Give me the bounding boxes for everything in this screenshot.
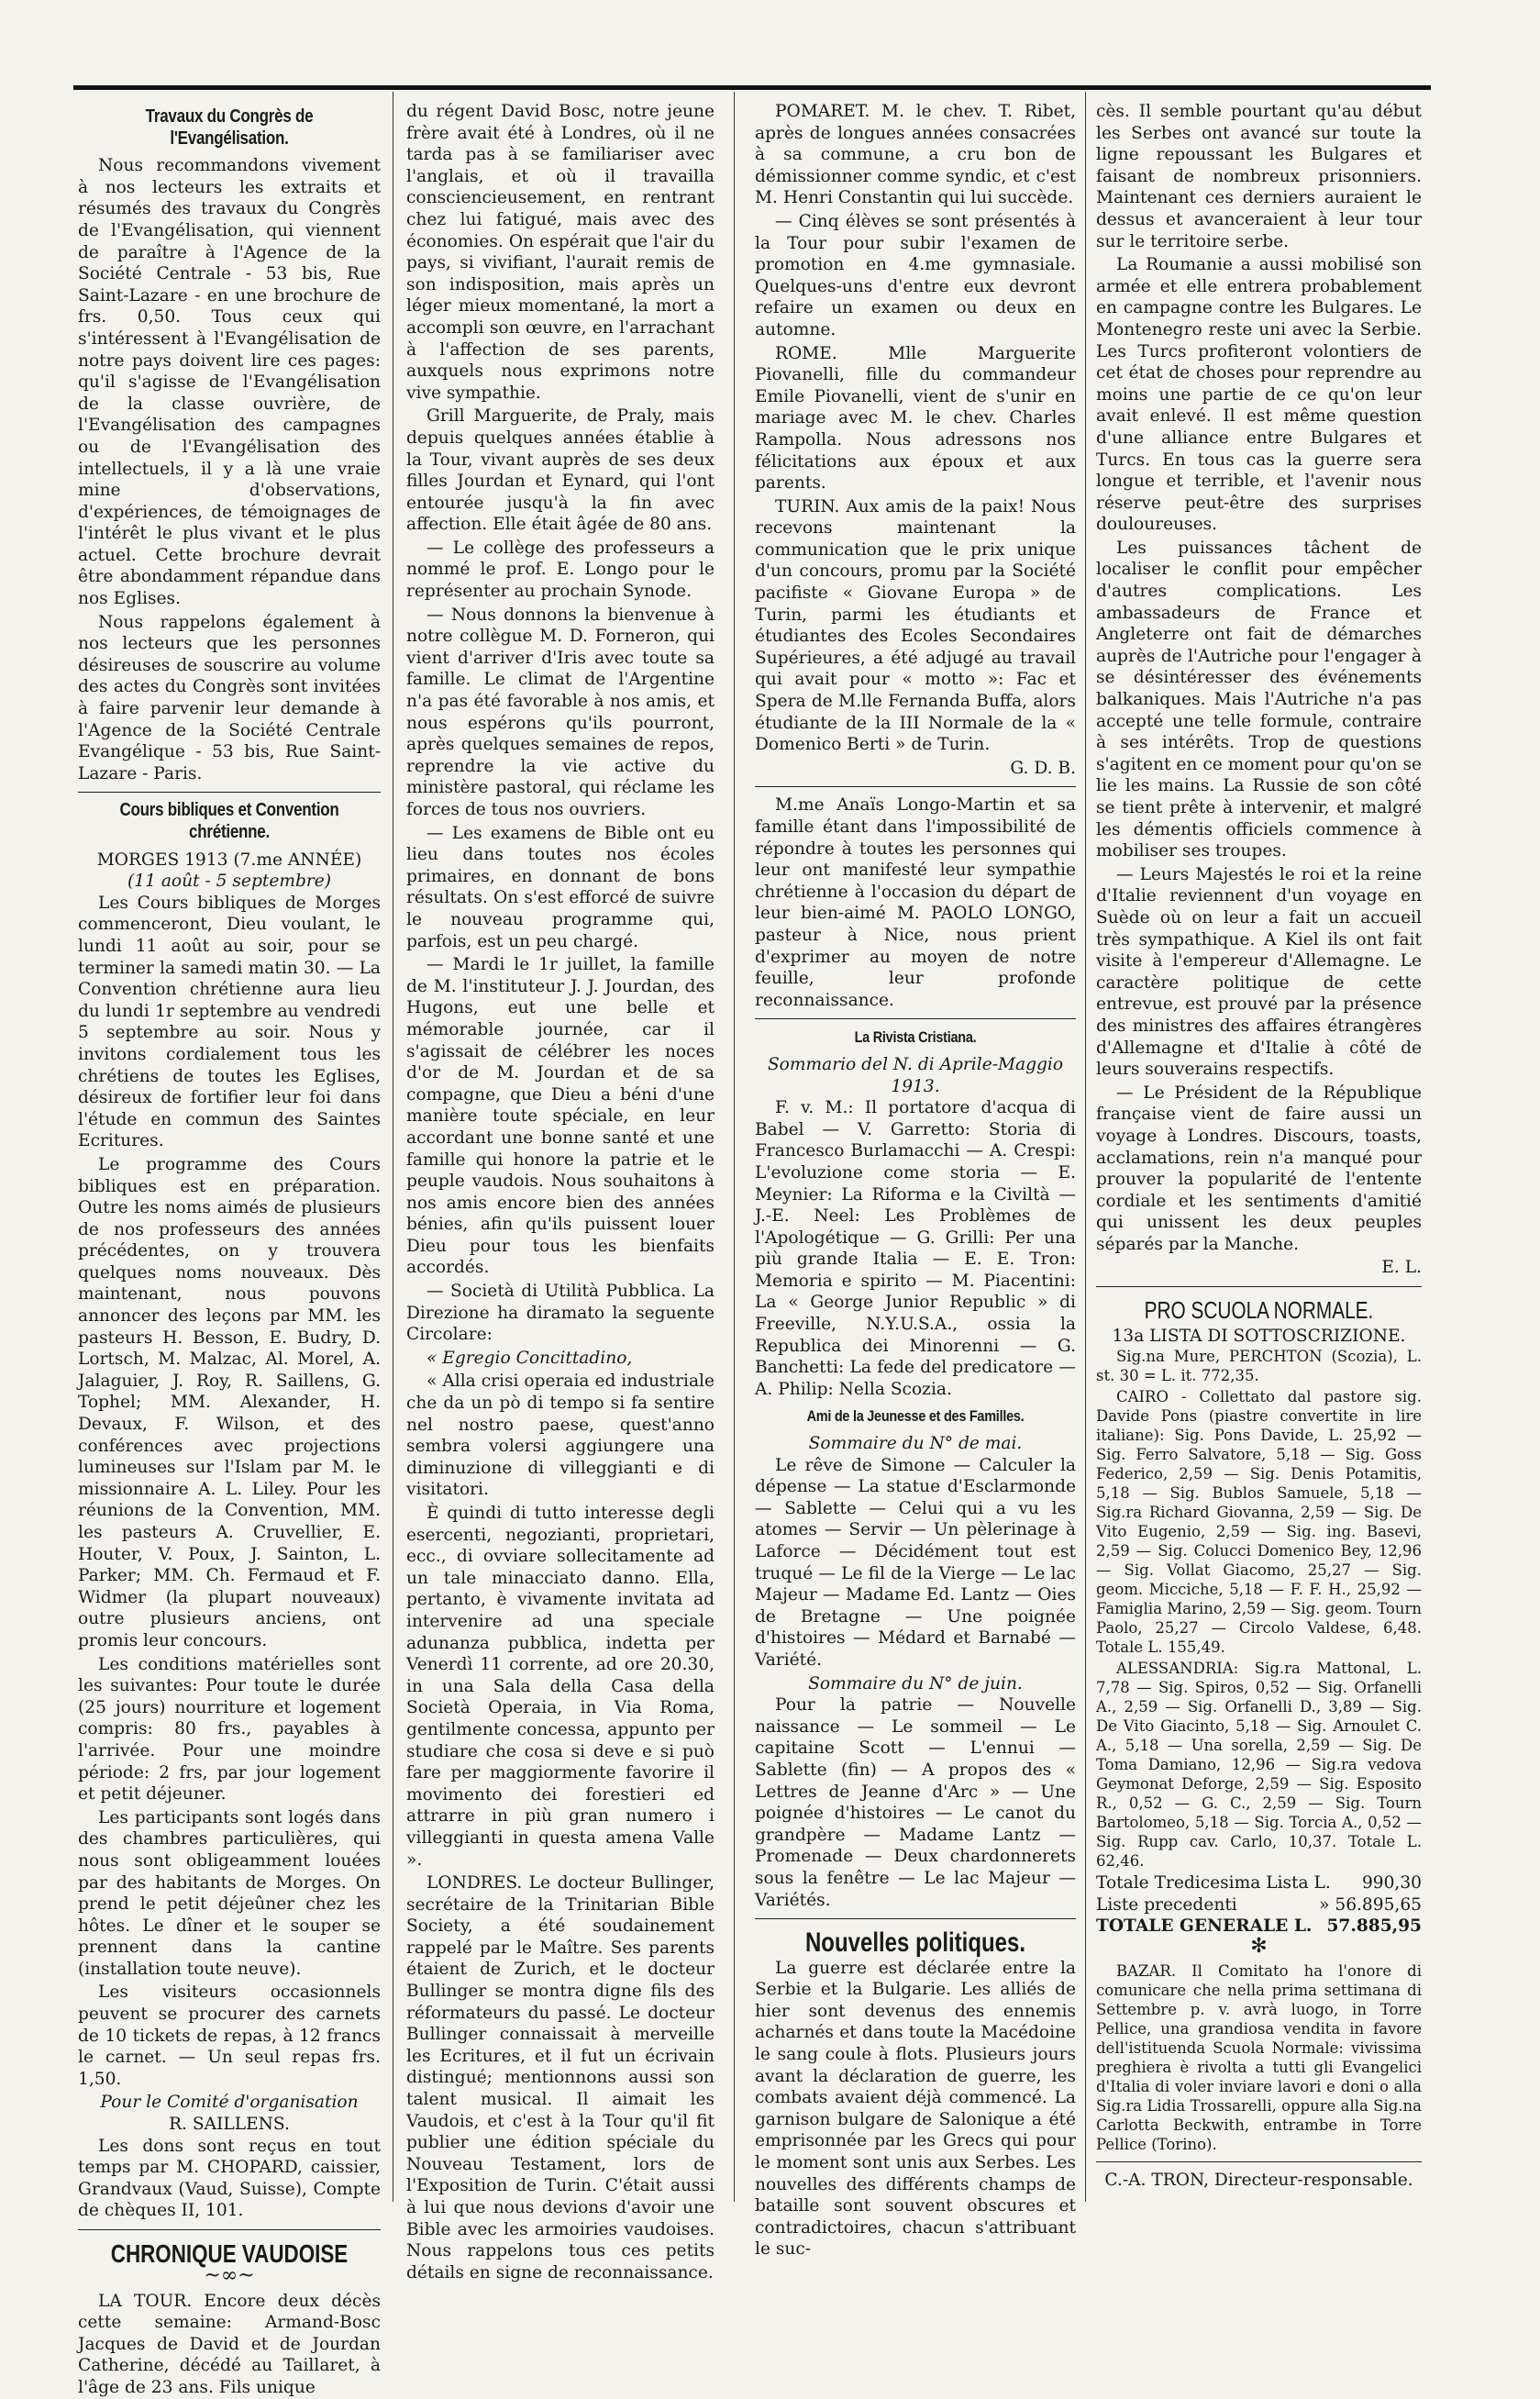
paragraph: Sig.na Mure, PERCHTON (Scozia), L. st. 30 = L. it. 772,35. [1096, 1348, 1422, 1385]
heading-ami-jeunesse: Ami de la Jeunesse et des Familles. [806, 1407, 1025, 1426]
subheading: Sommaire du N° de mai. [808, 1434, 1023, 1454]
total-value: 990,30 [1361, 1873, 1422, 1894]
heading-rivista-cristiana: La Rivista Cristiana. [854, 1028, 977, 1047]
paragraph: Les Cours bibliques de Morges commenceront, Dieu voulant, le lundi 11 août au soir, pour se terminer la samedi matin 30. — La Convention chrétienne aura lieu du lundi 1r septembre au vendredi 5 septembre au soir. Nous y invitons cordialement tous les chrétiens de toutes les Eglises, désireux de fortifier leur foi dans l'étude en commun des Saintes Ecritures. [78, 893, 381, 1151]
divider [755, 1918, 1076, 1919]
column-2 [406, 101, 715, 2282]
divider [1096, 2161, 1422, 2162]
paragraph: È quindi di tutto interesse degli esercenti, negozianti, proprietari, ecc., di ovviare sollecitamente ad un tale minacciato danno. Ella, pertanto, è vivamente invitata ad intervenire ad una speciale adunanza pubblica, indetta per Venerdì 11 corrente, ad ore 20.30, in una Sala della Casa della Società Operaia, in Via Roma, gentilmente concessa, appunto per studiare che cosa si deve e si può fare per maggiormente favorire il movimento dei forestieri ed attrarre in più gran numero i villeggianti in questa amena Valle ». [406, 1504, 715, 1870]
signature: G. D. B. [1010, 758, 1076, 778]
paragraph: Les participants sont logés dans des chambres particulières, qui nous sont obligeamment louées par des habitants de Morges. On prend le petit déjeûner chez les hôtes. Le dîner et le souper se prennent dans la cantine (installation toute neuve). [78, 1807, 381, 1979]
signature: E. L. [1381, 1258, 1422, 1278]
total-row [1096, 1894, 1422, 1916]
paragraph: Nous rappelons également à nos lecteurs que les personnes désireuses de souscrire au volume des actes du Congrès sont invitées à faire parvenir leur demande à l'Agence de la Société Centrale Evangélique - 53 bis, Rue Saint-Lazare - Paris. [78, 612, 381, 783]
divider [755, 786, 1076, 787]
divider [78, 2229, 381, 2230]
paragraph: — Le Président de la République française vient de faire aussi un voyage à Londres. Discours, toasts, acclamations, rein n'a manqué pour prouver la popularité de l'entente cordiale et les sentiments d'amitié qui unissent les deux peuples séparés par la Manche. [1096, 1083, 1422, 1254]
paragraph: CAIRO - Collettato dal pastore sig. Davide Pons (piastre convertite in lire italiane): Sig. Pons Davide, L. 25,92 — Sig. Ferro Salvatore, 5,18 — Sig. Goss Federico, 2,59 — Sig. Denis Potamitis, 5,18 — Sig. Bublos Samuele, 5,18 — Sig.ra Richard Giovanna, 2,59 — Sig. De Vito Eugenio, 2,59 — Sig. ing. Basevi, 2,59 — Sig. Colucci Domenico Bey, 12,96 — Sig. Vollat Giacomo, 25,27 — Sig. geom. Micciche, 5,18 — F. F. H., 25,92 — Famiglia Marino, 2,59 — Sig. geom. Tourn Paolo, 25,27 — Circolo Valdese, 6,48. Totale L. 155,49. [1096, 1388, 1422, 1657]
total-row [1096, 1872, 1422, 1894]
heading-congres: Travaux du Congrès de l'Evangélisation. [145, 106, 314, 149]
footer-signature: C.-A. TRON, Directeur-responsable. [1104, 2171, 1413, 2191]
paragraph: TURIN. Aux amis de la paix! Nous recevons maintenant la communication que le prix unique d'un concours, promu par la Société pacifiste « Giovane Europa » de Turin, parmi les étudiants et étudiantes des Ecoles Secondaires Supérieures, a été adjugé au travail qui avait pour « motto »: Fac et Spera de M.lle Fernanda Buffa, alors étudiante de la III Normale de la « Domenico Berti » de Turin. [755, 496, 1076, 755]
heading-pro-scuola-normale: PRO SCUOLA NORMALE. [1144, 1296, 1374, 1325]
paragraph: — Mardi le 1r juillet, la famille de M. l'instituteur J. J. Jourdan, des Hugons, eut une belle et mémorable journée, car il s'agissait de célébrer les noces d'or de M. Jourdan et de sa compagne, que Dieu a béni d'une manière toute spéciale, en leur accordant une bonne santé et une famille qui honore la patrie et le peuple vaudois. Nous souhaitons à nos amis encore bien des années bénies, afin qu'ils puissent louer Dieu pour tous les bienfaits accordés. [406, 955, 715, 1278]
paragraph: Le rêve de Simone — Calculer la dépense — La statue d'Esclarmonde — Sablette — Celui qui a vu les atomes — Servir — Un pèlerinage à Laforce — Décidément tout est truqué — Le fil de la Vierge — Le lac Majeur — Madame Ed. Lantz — Oies de Bretagne — Une poignée d'histoires — Médard et Barnabé — Variété. [755, 1455, 1076, 1670]
paragraph: Pour la patrie — Nouvelle naissance — Le sommeil — Le capitaine Scott — L'ennui — Sablette (fin) — A propos des « Lettres de Jeanne d'Arc » — Une poignée d'histoires — Le canot du grandpère — Madame Lantz — Promenade — Deux chardonnerets sous la fenêtre — Le lac Majeur — Variétés. [755, 1695, 1076, 1910]
ornament: ~∞~ [204, 2263, 255, 2287]
subheading: Sommaire du N° de juin. [808, 1673, 1023, 1694]
top-rule [73, 85, 1431, 90]
heading-nouvelles-politiques: Nouvelles politiques. [804, 1927, 1026, 1959]
total-value: » 56.895,65 [1319, 1894, 1422, 1915]
total-label: Totale Tredicesima Lista L. [1096, 1873, 1331, 1894]
paragraph: BAZAR. Il Comitato ha l'onore di comunicare che nella prima settimana di Settembre p. v. avrà luogo, in Torre Pellice, una grandiosa vendita in favore dell'istituenda Scuola Normale: vivissima preghiera è rivolta a tutti gli Evangelici d'Italia di voler inviare lavori e doni o alla Sig.ra Lidia Trossarelli, oppure alla Sig.na Carlotta Beckwith, entrambe in Torre Pellice (Torino). [1096, 1962, 1422, 2154]
subheading: 13a LISTA DI SOTTOSCRIZIONE. [1112, 1326, 1406, 1346]
paragraph: — Cinq élèves se sont présentés à la Tour pour subir l'examen de promotion en 4.me gymnasiale. Quelques-uns d'entre eux devront refaire un examen ou deux en automne. [755, 211, 1076, 339]
subheading-dates: (11 août - 5 septembre) [127, 872, 331, 892]
paragraph: La Roumanie a aussi mobilisé son armée et elle entrera probablement en campagne contre les Bulgares. Le Montenegro reste uni avec la Serbie. Les Turcs profiteront volontiers de cet état de choses pour reprendre au moins une partie de ce qu'on leur avait enlevé. Il est même question d'une alliance entre Bulgares et Turcs. En tous cas la guerre sera longue et terrible, et l'avenir nous réserve peut-être des surprises douloureuses. [1096, 255, 1422, 535]
paragraph: — Nous donnons la bienvenue à notre collègue M. D. Forneron, qui vient d'arriver d'Iris avec toute sa famille. Le climat de l'Argentine n'a pas été favorable à nos amis, et nous espérons qu'ils pourront, après quelques semaines de repos, reprendre la vie active du ministère pastoral, qui réclame les forces de tous nos ouvriers. [406, 605, 715, 819]
paragraph: — Les examens de Bible ont eu lieu dans toutes nos écoles primaires, en donnant de bons résultats. On s'est efforcé de suivre le nouveau programme qui, parfois, est un peu chargé. [406, 823, 715, 951]
paragraph: ALESSANDRIA: Sig.ra Mattonal, L. 7,78 — Sig. Spiros, 0,52 — Sig. Orfanelli A., 2,59 — Sig. Orfanelli D., 3,89 — Sig. De Vito Giacinto, 5,18 — Sig. Arnoulet C. A., 5,18 — Una sorella, 2,59 — Sig. De Toma Damiano, 12,96 — Sig.ra vedova Geymonat Deforge, 2,59 — Sig. Esposito R., 0,52 — G. C., 2,59 — Sig. Tourn Bartolomeo, 5,18 — Sig. Torcia A., 0,52 — Sig. Rupp cav. Carlo, 10,37. Totale L. 62,46. [1096, 1660, 1422, 1871]
paragraph: M.me Anaïs Longo-Martin et sa famille étant dans l'impossibilité de répondre à toutes les personnes qui leur ont manifesté leur sympathie chrétienne à l'occasion du départ de leur bien-aimé M. PAOLO LONGO, pasteur à Nice, nous prient d'exprimer au moyen de notre feuille, leur profonde reconnaissance. [755, 795, 1076, 1010]
paragraph: — Le collège des professeurs a nommé le prof. E. Longo pour le représenter au prochain Synode. [406, 538, 715, 602]
signature-line: Pour le Comité d'organisation [100, 2093, 359, 2113]
paragraph: F. v. M.: Il portatore d'acqua di Babel — V. Garretto: Storia di Francesco Burlamacchi — A. Crespi: L'evoluzione come storia — E. Meynier: La Riforma e la Civiltà — J.-E. Neel: Les Problèmes de l'Apologétique — G. Grilli: Per una più grande Italia — E. E. Tron: Memoria e spirito — M. Piacentini: La « George Junior Republic » di Freeville, N.Y.U.S.A., ossia la Republica dei Minorenni — G. Banchetti: La fede del predicatore — A. Philip: Nella Scozia. [755, 1098, 1076, 1399]
paragraph: Les puissances tâchent de localiser le conflit pour empêcher d'autres complications. Les ambassadeurs de France et Angleterre ont fait de démarches auprès de l'Autriche pour l'engager à se désintéresser des événements balkaniques. Mais l'Autriche n'a pas accepté une telle formule, contraire à ses intérêts. Trop de questions s'agitent en ce moment pour qu'on se lie les mains. La Russie de son côté se tient prête à intervenir, et malgré les démentis officiels commence à mobiliser ses troupes. [1096, 538, 1422, 861]
total-value: 57.885,95 [1326, 1916, 1422, 1937]
paragraph: Le programme des Cours bibliques est en préparation. Outre les noms aimés de plusieurs de nos professeurs des années précédentes, on y trouvera quelques noms nouveaux. Dès maintenant, nous pouvons annoncer des leçons par MM. les pasteurs H. Besson, E. Budry, D. Lortsch, M. Malzac, Al. Morel, A. Jalaguier, J. Roy, R. Saillens, G. Tophel; MM. Alexander, H. Devaux, F. Wilson, et des conférences avec projections lumineuses sur l'Islam par M. le missionnaire A. L. Liley. Pour les réunions de la Convention, MM. les pasteurs A. Cruvellier, E. Houter, V. Poux, J. Sainton, L. Parker; MM. Ch. Fermaud et F. Widmer (la plupart nouveaux) outre plusieurs anciens, ont promis leur concours. [78, 1154, 381, 1650]
paragraph: cès. Il semble pourtant qu'au début les Serbes ont avancé sur toute la ligne repoussant les Bulgares et faisant de nombreux prisonniers. Maintenant ces derniers auraient le dessus et avanceraient à leur tour sur le territoire serbe. [1096, 102, 1422, 251]
subheading: MORGES 1913 (7.me ANNÉE) [96, 850, 362, 870]
subheading: Sommario del N. di Aprile-Maggio 1913. [767, 1054, 1064, 1096]
ornament: ✻ [1250, 1935, 1268, 1959]
paragraph: ROME. Mlle Marguerite Piovanelli, fille du commandeur Emile Piovanelli, vient de s'unir en mariage avec M. le chev. Charles Rampolla. Nous adressons nos félicitations aux époux et aux parents. [755, 343, 1076, 494]
column-divider [1085, 92, 1086, 2202]
total-label: Liste precedenti [1096, 1894, 1237, 1915]
paragraph: « Egregio Concittadino, [427, 1348, 633, 1368]
divider [755, 1018, 1076, 1019]
divider [78, 792, 381, 793]
divider [1096, 1286, 1422, 1287]
signature-name: R. SAILLENS. [169, 2115, 290, 2135]
paragraph: La guerre est déclarée entre la Serbie et la Bulgarie. Les alliés de hier sont devenus des ennemis acharnés et dans toute la Macédoine le sang coule à flots. Plusieurs jours avant la déclaration de guerre, les combats avaient déjà commencé. La garnison bulgare de Salonique a été emprisonnée par les Grecs qui pour le moment sont unis aux Serbes. Les nouvelles des différents champs de bataille sont souvent obscures et contradictoires, chacun s'attribuant le suc- [755, 1958, 1076, 2260]
paragraph: du régent David Bosc, notre jeune frère avait été à Londres, où il ne tarda pas à se familiariser avec l'anglais, et où il travailla consciencieusement, en rentrant chez lui fatigué, mais avec des économies. On espérait que l'air du pays, si vivifiant, l'aurait remis de son indisposition, mais après un léger mieux momentané, la mort a accompli son œuvre, en l'arrachant à l'affection de ses parents, auxquels nous exprimons notre vive sympathie. [406, 102, 715, 403]
paragraph: Nous recommandons vivement à nos lecteurs les extraits et résumés des travaux du Congrès de l'Evangélisation, qui viennent de paraître à l'Agence de la Société Centrale - 53 bis, Rue Saint-Lazare - en une brochure de frs. 0,50. Tous ceux qui s'intéressent à l'Evangélisation de notre pays doivent lire ces pages: qu'il s'agisse de l'Evangélisation de la classe ouvrière, de l'Evangélisation des campagnes ou de l'Evangélisation des intellectuels, il y a là une vraie mine d'observations, d'expériences, de témoignages de l'intérêt le plus vivant et le plus actuel. Cette brochure devrait être abondamment répandue dans nos Eglises. [78, 156, 381, 609]
paragraph: « Alla crisi operaia ed industriale che da un pò di tempo si fa sentire nel nostro paese, quest'anno sembra volersi aggiungere una diminuzione di villeggianti e di visitatori. [406, 1372, 715, 1500]
paragraph: LONDRES. Le docteur Bullinger, secrétaire de la Trinitarian Bible Society, a été soudainement rappelé par le Maître. Ses parents étaient de Zurich, et le docteur Bullinger se montra digne fils des réformateurs du passé. Le docteur Bullinger connaissait à merveille les Ecritures, et il fut un écrivain distingué; mentionnons aussi son talent musical. Il aimait les Vaudois, et c'est à la Tour qu'il fit publier une édition spéciale du Nouveau Testament, lors de l'Exposition de Turin. C'était aussi à lui que nous devions d'avoir une Bible avec les armoiries vaudoises. Nous rappelons tous ces petits détails en signe de reconnaissance. [406, 1873, 715, 2282]
paragraph: Les dons sont reçus en tout temps par M. CHOPARD, caissier, Grandvaux (Vaud, Suisse), Compte de chèques II, 101. [78, 2136, 381, 2221]
column-1 [78, 101, 381, 2397]
paragraph: Grill Marguerite, de Praly, mais depuis quelques années établie à la Tour, vivant auprès de ses deux filles Jourdan et Eynard, qui l'ont entourée jusqu'à la fin avec affection. Elle était âgée de 80 ans. [406, 406, 715, 535]
total-label: TOTALE GENERALE L. [1096, 1916, 1313, 1937]
paragraph: LA TOUR. Encore deux décès cette semaine: Armand-Bosc Jacques de David et de Jourdan Catherine, décédé au Taillaret, à l'âge de 23 ans. Fils unique [78, 2291, 381, 2397]
paragraph: Les conditions matérielles sont les suivantes: Pour toute le durée (25 jours) nourriture et logement compris: 80 frs., payables à l'arrivée. Pour une moindre période: 2 frs, par jour logement et petit déjeuner. [78, 1654, 381, 1805]
heading-chronique-vaudoise: CHRONIQUE VAUDOISE [110, 2239, 349, 2268]
column-3 [755, 101, 1076, 2260]
paragraph: Les visiteurs occasionnels peuvent se procurer des carnets de 10 tickets de repas, à 12 francs le carnet. — Un seul repas frs. 1,50. [78, 1983, 381, 2089]
column-divider [734, 92, 735, 2202]
column-4 [1096, 101, 1422, 2193]
paragraph: — Leurs Majestés le roi et la reine d'Italie reviennent d'un voyage en Suède où on leur a fait un accueil très sympathique. A Kiel ils ont fait visite à l'empereur d'Allemagne. Le caractère politique de cette entrevue, est prouvé par la présence des ministres des affaires étrangères d'Allemagne et d'Italie à côté de leurs souverains respectifs. [1096, 864, 1422, 1080]
paragraph: POMARET. M. le chev. T. Ribet, après de longues années consacrées à sa commune, a cru bon de démissionner comme syndic, et c'est M. Henri Constantin qui lui succède. [755, 102, 1076, 208]
heading-cours-bibliques: Cours bibliques et Convention chrétienne. [119, 800, 339, 842]
paragraph: — Società di Utilità Pubblica. La Direzione ha diramato la seguente Circolare: [406, 1282, 715, 1345]
